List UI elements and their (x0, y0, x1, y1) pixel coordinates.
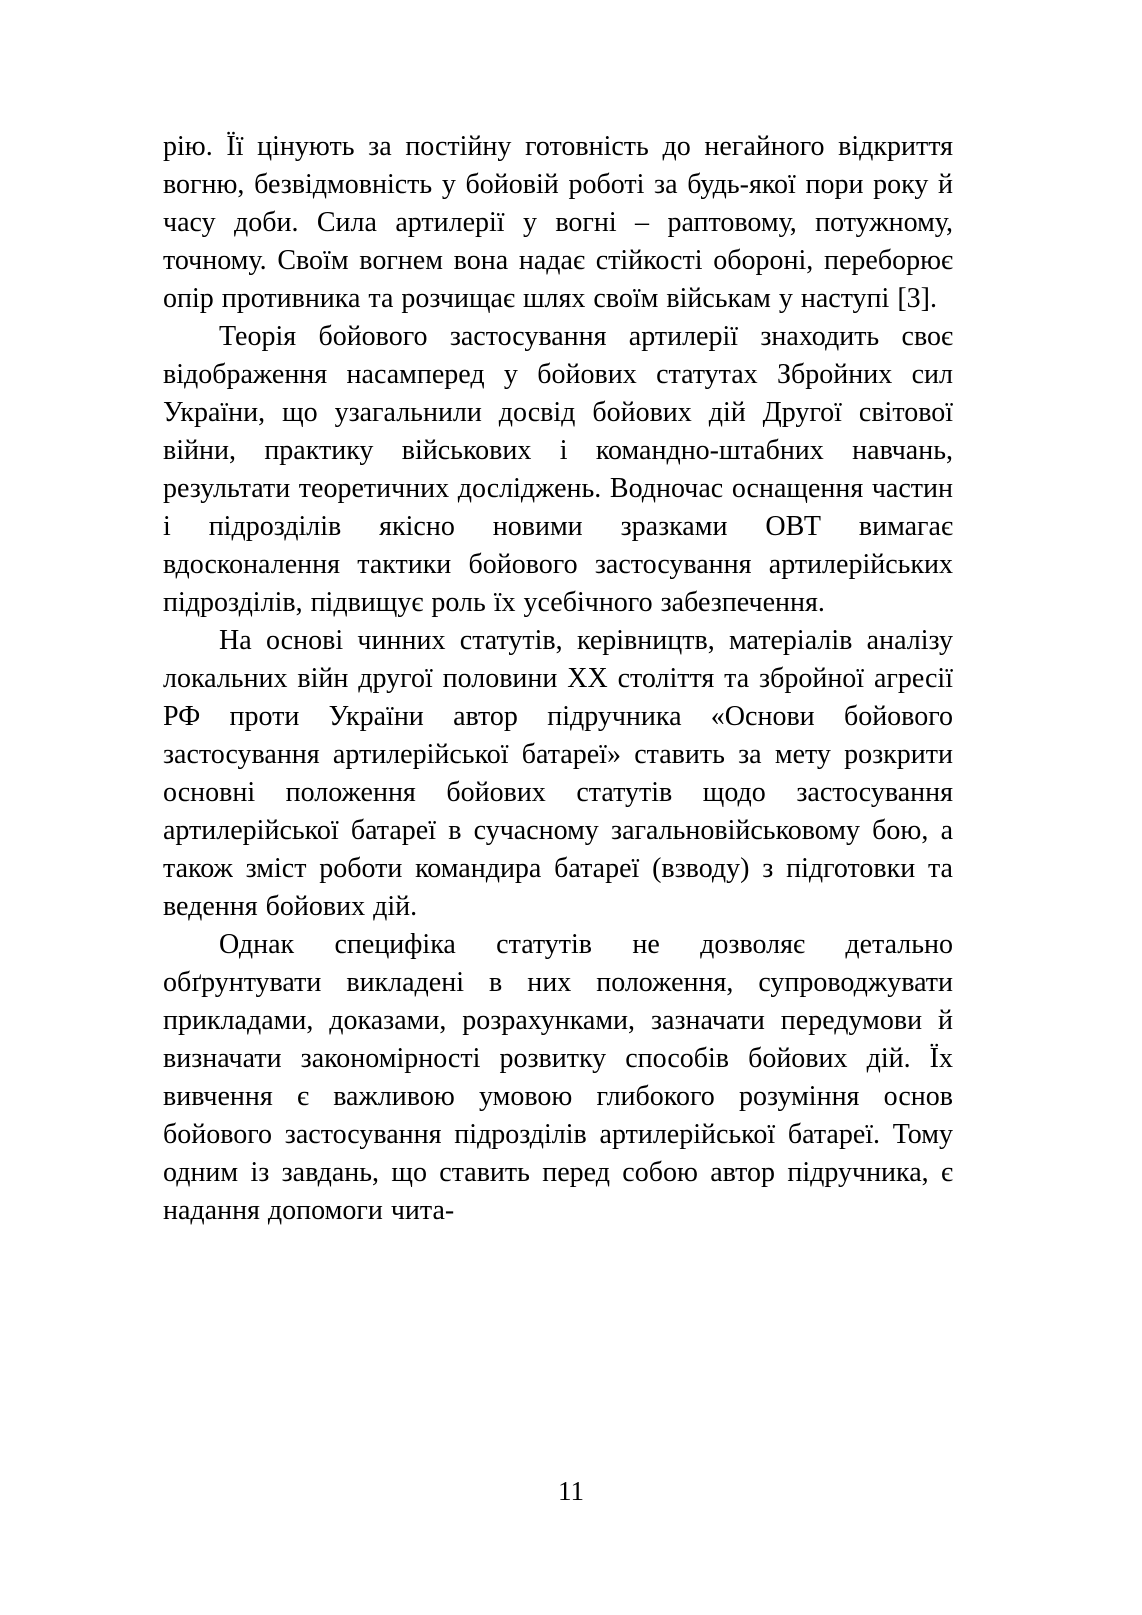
paragraph: Теорія бойового застосування артилерії знаходить своє відображення насамперед у бойових статутах Збройних сил України, що узагальнили досвід бойових дій Другої світової війни, практику військових і командно-штабних навчань, результати теоретичних досліджень. Водночас оснащення частин і підрозділів якісно новими зразками ОВТ вимагає вдосконалення тактики бойового застосування артилерійських підрозділів, підвищує роль їх усебічного забезпечення. (163, 321, 953, 618)
page-text (163, 128, 953, 1230)
paragraph-continuation: рію. Її цінують за постійну готовність до негайного відкриття вогню, безвідмовність у бойовій роботі за будь-якої пори року й часу доби. Сила артилерії у вогні – раптовому, потужному, точному. Своїм вогнем вона надає стійкості обороні, переборює опір противника та розчищає шлях своїм військам у наступі [3]. (163, 131, 953, 314)
page-number: 11 (558, 1476, 584, 1506)
paragraph: На основі чинних статутів, керівництв, матеріалів аналізу локальних війн другої половини ХХ століття та збройної агресії РФ проти України автор підручника «Основи бойового застосування артилерійської батареї» ставить за мету розкрити основні положення бойових статутів щодо застосування артилерійської батареї в сучасному загальновійськовому бою, а також зміст роботи командира батареї (взводу) з підготовки та ведення бойових дій. (163, 625, 953, 922)
paragraph: Однак специфіка статутів не дозволяє детально обґрунтувати викладені в них положення, супроводжувати прикладами, доказами, розрахунками, зазначати передумови й визначати закономірності розвитку способів бойових дій. Їх вивчення є важливою умовою глибокого розуміння основ бойового застосування підрозділів артилерійської батареї. Тому одним із завдань, що ставить перед собою автор підручника, є надання допомоги чита- (163, 929, 953, 1226)
